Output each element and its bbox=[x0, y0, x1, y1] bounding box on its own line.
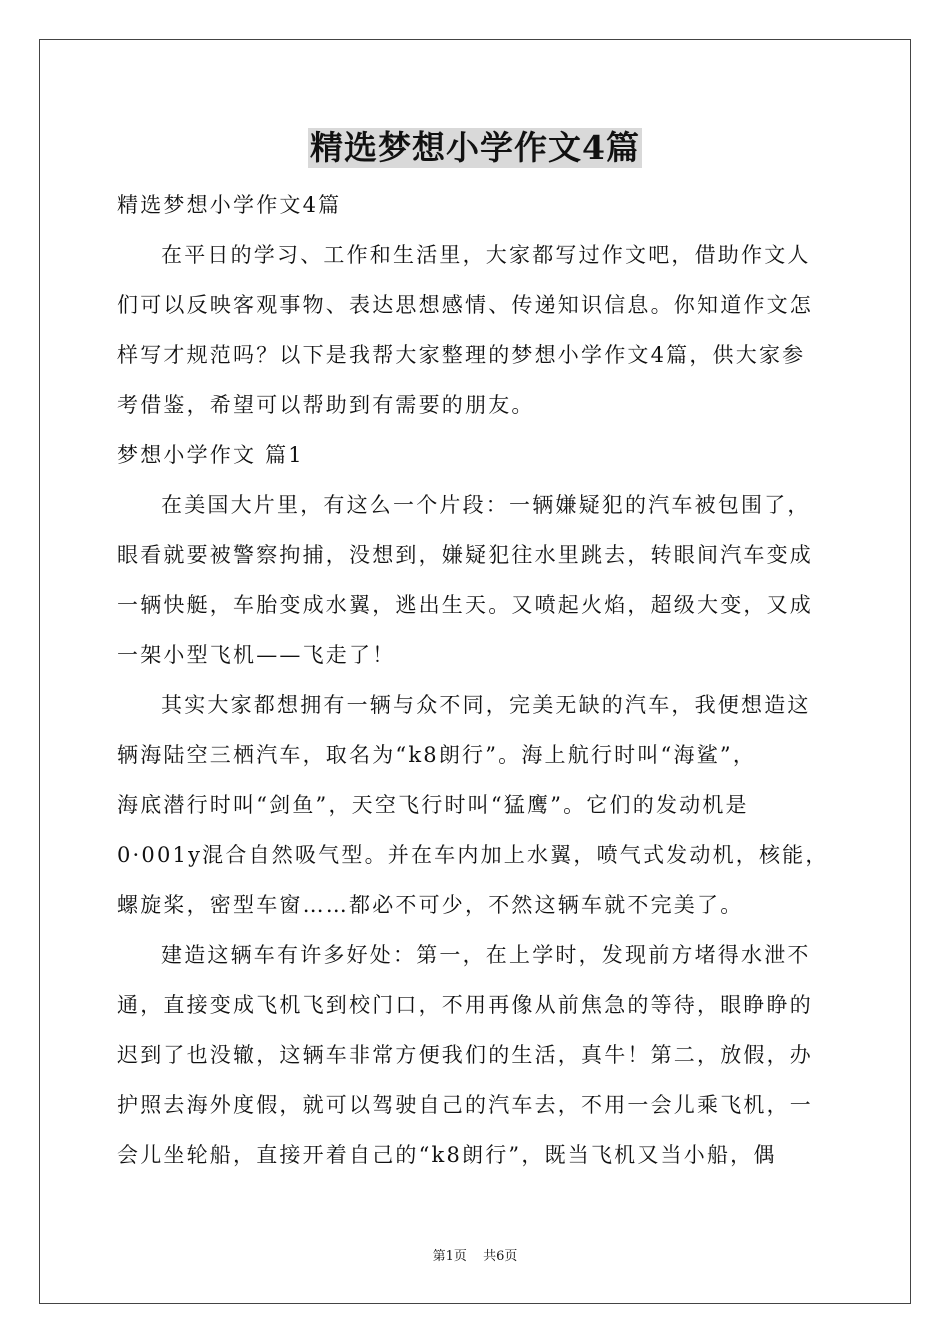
text-line: 建造这辆车有许多好处：第一，在上学时，发现前方堵得水泄不 bbox=[161, 943, 811, 967]
text-line: 辆海陆空三栖汽车，取名为“k8朗行”。海上航行时叫“海鲨”， bbox=[117, 743, 757, 767]
text-line: 眼看就要被警察拘捕，没想到，嫌疑犯往水里跳去，转眼间汽车变成 bbox=[117, 543, 813, 567]
document-title-wrap bbox=[0, 128, 950, 168]
page-number: 第1页 bbox=[432, 1249, 467, 1264]
text-line: 一辆快艇，车胎变成水翼，逃出生天。又喷起火焰，超级大变，又成 bbox=[117, 593, 813, 617]
page-total: 共6页 bbox=[483, 1249, 518, 1264]
text-line: 通，直接变成飞机飞到校门口，不用再像从前焦急的等待，眼睁睁的 bbox=[117, 993, 813, 1017]
text-line: 在平日的学习、工作和生活里，大家都写过作文吧，借助作文人 bbox=[161, 243, 811, 267]
text-line: 护照去海外度假，就可以驾驶自己的汽车去，不用一会儿乘飞机，一 bbox=[117, 1093, 813, 1117]
text-line: 海底潜行时叫“剑鱼”，天空飞行时叫“猛鹰”。它们的发动机是 bbox=[117, 793, 749, 817]
text-line: 迟到了也没辙，这辆车非常方便我们的生活，真牛！第二，放假，办 bbox=[117, 1043, 813, 1067]
document-title: 精选梦想小学作文4篇 bbox=[310, 128, 640, 167]
text-line: 会儿坐轮船，直接开着自己的“k8朗行”，既当飞机又当小船，偶 bbox=[117, 1143, 777, 1167]
text-line: 一架小型飞机——飞走了！ bbox=[117, 643, 396, 667]
text-line: 0·001y混合自然吸气型。并在车内加上水翼，喷气式发动机，核能， bbox=[117, 843, 829, 867]
text-line: 梦想小学作文 篇1 bbox=[117, 443, 304, 467]
text-line: 其实大家都想拥有一辆与众不同，完美无缺的汽车，我便想造这 bbox=[161, 693, 811, 717]
text-line: 在美国大片里，有这么一个片段：一辆嫌疑犯的汽车被包围了， bbox=[161, 493, 811, 517]
document-body bbox=[117, 180, 833, 1180]
text-line: 螺旋桨，密型车窗……都必不可少，不然这辆车就不完美了。 bbox=[117, 893, 744, 917]
text-line: 样写才规范吗？以下是我帮大家整理的梦想小学作文4篇，供大家参 bbox=[117, 343, 806, 367]
text-line: 考借鉴，希望可以帮助到有需要的朋友。 bbox=[117, 393, 535, 417]
page-footer bbox=[0, 1245, 950, 1264]
text-line: 们可以反映客观事物、表达思想感情、传递知识信息。你知道作文怎 bbox=[117, 293, 813, 317]
text-line: 精选梦想小学作文4篇 bbox=[117, 193, 342, 217]
